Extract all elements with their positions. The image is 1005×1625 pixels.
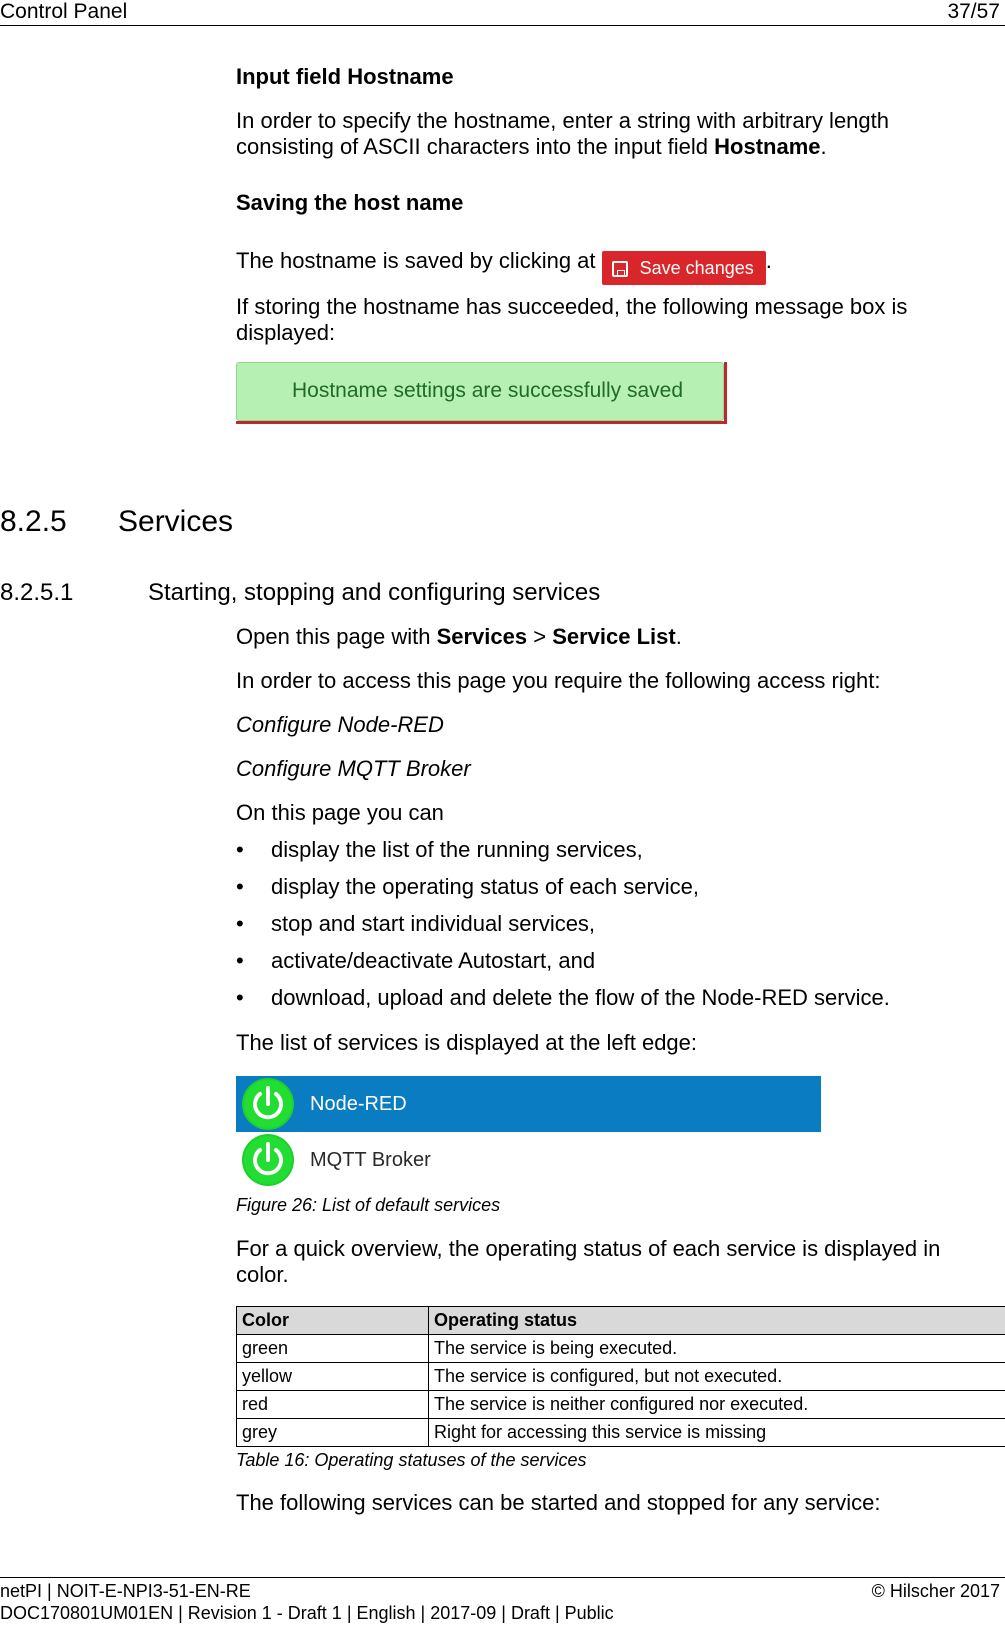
figure-caption: Figure 26: List of default services (236, 1195, 501, 1215)
access-right-node-red (236, 712, 444, 738)
bullet-text: download, upload and delete the flow of the Node-RED service. (271, 985, 890, 1010)
table-caption: Table 16: Operating statuses of the services (236, 1450, 587, 1470)
status-table (236, 1306, 1005, 1447)
hostname-field-name: Hostname (714, 134, 821, 159)
service-item-mqtt-broker[interactable] (236, 1132, 821, 1188)
hostname-paragraph-text: In order to specify the hostname, enter a string with arbitrary length consisting of ASCII characters into the input field (236, 108, 889, 159)
bullet-text: activate/deactivate Autostart, and (271, 948, 596, 973)
table-row (237, 1419, 1005, 1447)
header-title: Control Panel (0, 0, 128, 23)
saved-paragraph-text: The hostname is saved by clicking at (236, 248, 596, 273)
column-header-color: Color (237, 1307, 429, 1335)
menu-service-list: Service List (552, 624, 676, 649)
access-right-text: Configure Node-RED (236, 712, 444, 737)
power-icon[interactable] (244, 1136, 292, 1184)
table-cell: yellow (237, 1363, 429, 1391)
power-icon[interactable] (244, 1080, 292, 1128)
table-cell: The service is being executed. (429, 1335, 1005, 1363)
can-intro: On this page you can (236, 800, 444, 825)
success-paragraph: If storing the hostname has succeeded, the following message box is displayed: (236, 294, 908, 345)
floppy-disk-icon (612, 261, 628, 277)
save-changes-label: Save changes (639, 258, 754, 278)
subsection-title: Starting, stopping and configuring services (148, 579, 601, 606)
table-row (237, 1391, 1005, 1419)
save-changes-button[interactable] (602, 251, 766, 285)
table-row (237, 1335, 1005, 1363)
table-cell: The service is configured, but not executed. (429, 1363, 1005, 1391)
column-header-status: Operating status (429, 1307, 1005, 1335)
bullet-text: display the operating status of each service, (271, 874, 700, 899)
bullet-icon: • (236, 911, 244, 936)
list-intro: The list of services is displayed at the left edge: (236, 1030, 698, 1055)
hostname-paragraph (236, 108, 956, 160)
bullet-icon: • (236, 874, 244, 899)
bullet-text: display the list of the running services, (271, 837, 643, 862)
header-rule (0, 25, 1005, 26)
hostname-paragraph-end: . (820, 134, 827, 159)
service-name: Node-RED (310, 1093, 407, 1115)
footer-copyright: © Hilscher 2017 (871, 1581, 1000, 1601)
table-row (237, 1363, 1005, 1391)
menu-separator: > (527, 624, 553, 649)
success-message-box (236, 362, 727, 424)
section-title: Services (118, 505, 234, 538)
table-cell: grey (237, 1419, 429, 1447)
heading-input-field-hostname: Input field Hostname (236, 64, 454, 89)
table-header-row (237, 1307, 1005, 1335)
saved-paragraph (236, 248, 772, 285)
service-list (236, 1076, 821, 1188)
table-cell: red (237, 1391, 429, 1419)
overview-paragraph: For a quick overview, the operating status of each service is displayed in color. (236, 1236, 941, 1287)
bullet-icon: • (236, 985, 244, 1010)
footer-doc-id: netPI | NOIT-E-NPI3-51-EN-RE (0, 1581, 251, 1601)
service-item-node-red[interactable] (236, 1076, 821, 1132)
open-page-end: . (675, 624, 682, 649)
bullet-text: stop and start individual services, (271, 911, 596, 936)
table-cell: Right for accessing this service is missing (429, 1419, 1005, 1447)
section-number: 8.2.5 (0, 505, 67, 538)
footer-rule (0, 1577, 1005, 1578)
open-page-paragraph (236, 624, 682, 650)
saved-paragraph-end: . (765, 248, 772, 273)
bullet-icon: • (236, 837, 244, 862)
access-right-text: Configure MQTT Broker (236, 756, 471, 781)
service-name: MQTT Broker (310, 1149, 431, 1171)
table-cell: green (237, 1335, 429, 1363)
subsection-number: 8.2.5.1 (0, 579, 74, 606)
open-page-text: Open this page with (236, 624, 437, 649)
footer-revision: DOC170801UM01EN | Revision 1 - Draft 1 | English | 2017-09 | Draft | Public (0, 1603, 614, 1623)
access-paragraph: In order to access this page you require the following access right: (236, 668, 881, 693)
access-right-mqtt (236, 756, 471, 782)
page-number: 37/57 (947, 0, 1000, 23)
heading-saving-host-name: Saving the host name (236, 190, 464, 215)
table-cell: The service is neither configured nor executed. (429, 1391, 1005, 1419)
closing-paragraph: The following services can be started and stopped for any service: (236, 1490, 881, 1515)
menu-services: Services (436, 624, 528, 649)
success-message-text: Hostname settings are successfully saved (236, 362, 724, 421)
bullet-icon: • (236, 948, 244, 973)
